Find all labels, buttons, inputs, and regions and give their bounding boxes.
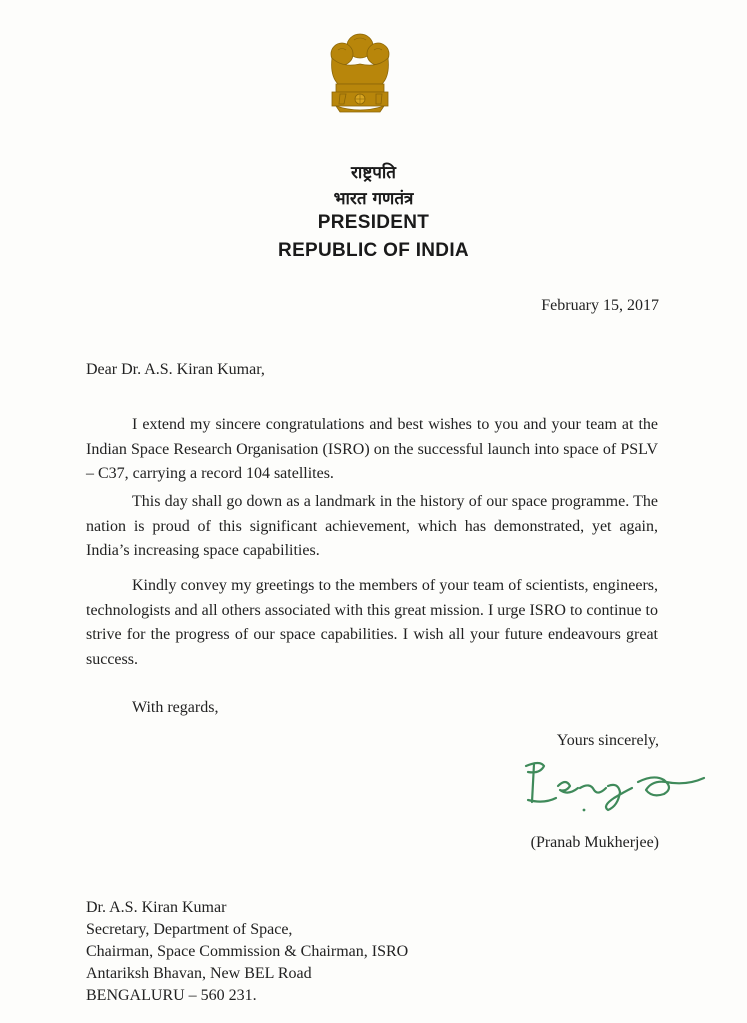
- english-title-president: PRESIDENT: [317, 212, 430, 233]
- closing-line: Yours sincerely,: [556, 732, 659, 749]
- signer-name: (Pranab Mukherjee): [530, 834, 659, 851]
- address-line: Antariksh Bhavan, New BEL Road: [86, 965, 312, 982]
- address-line: Chairman, Space Commission & Chairman, ISRO: [86, 943, 409, 960]
- address-line: Secretary, Department of Space,: [86, 921, 293, 938]
- recipient-address: [86, 897, 408, 1007]
- body-paragraph-1: I extend my sincere congratulations and best wishes to you and your team at the Indian Space Research Organisation (ISRO) on the successful launch into space of PSLV – C37, carrying a record 104 satellites.: [86, 416, 658, 482]
- english-title-republic: REPUBLIC OF INDIA: [278, 240, 469, 261]
- body-paragraph-3: Kindly convey my greetings to the members of your team of scientists, engineers, technologists and all others associated with this great mission. I urge ISRO to continue to strive for the progress of our space capabilities. I wish all your future endeavours great success.: [86, 577, 658, 668]
- hindi-title-republic: भारत गणतंत्र: [333, 189, 414, 209]
- national-emblem-icon: [318, 28, 402, 148]
- hindi-title-president: राष्ट्रपति: [350, 163, 397, 183]
- address-line: BENGALURU – 560 231.: [86, 987, 257, 1004]
- body-paragraph-2: This day shall go down as a landmark in the history of our space programme. The nation is proud of this significant achievement, which has demonstrated, yet again, India’s increasing space capabilities.: [86, 493, 658, 559]
- signature-icon: [514, 752, 720, 816]
- regards-line: With regards,: [132, 699, 219, 716]
- letter-date: February 15, 2017: [541, 297, 659, 314]
- salutation: Dear Dr. A.S. Kiran Kumar,: [86, 361, 265, 378]
- address-line: Dr. A.S. Kiran Kumar: [86, 899, 227, 916]
